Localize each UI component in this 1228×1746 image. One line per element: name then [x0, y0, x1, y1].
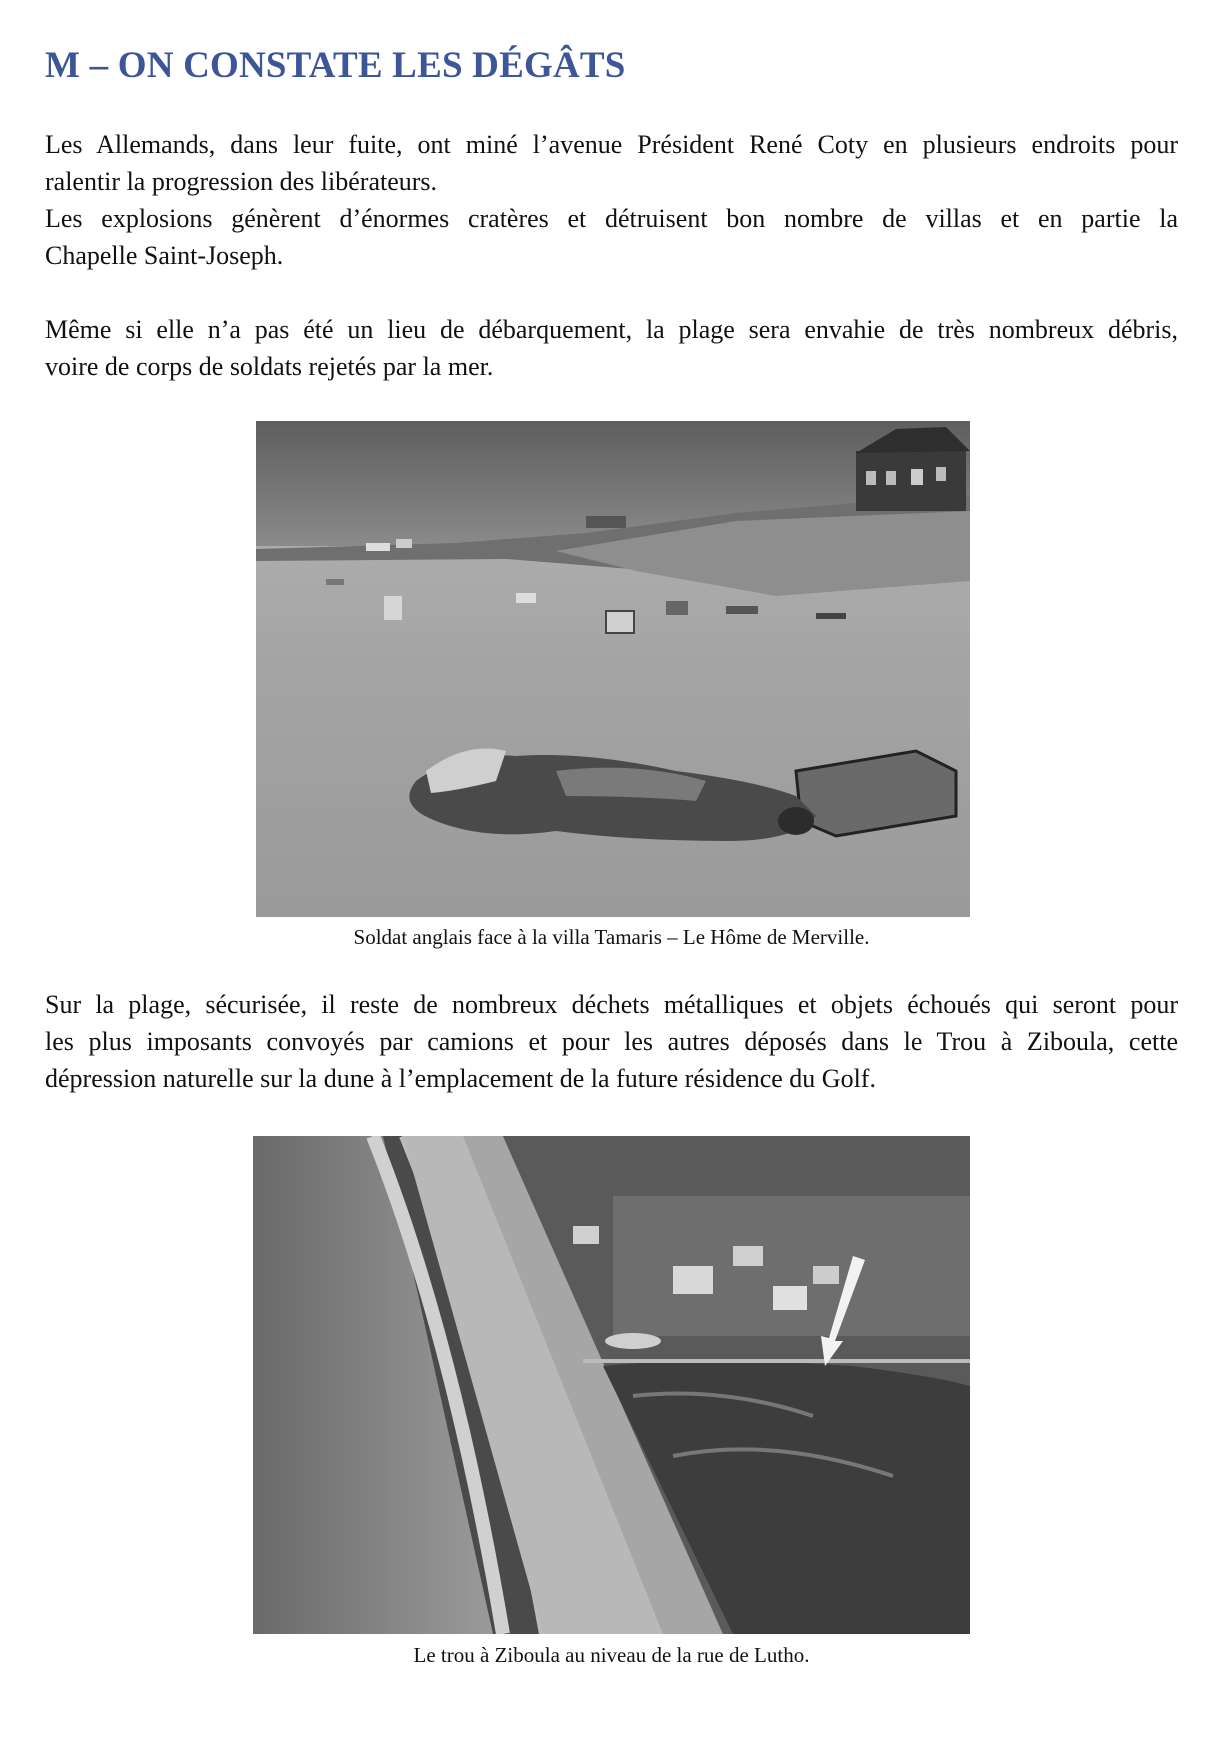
- paragraph-line: Sur la plage, sécurisée, il reste de nombreux déchets métalliques et objets échoués qui seront pour: [45, 990, 1178, 1019]
- paragraph-line: Même si elle n’a pas été un lieu de débarquement, la plage sera envahie de très nombreux débris,: [45, 315, 1178, 344]
- paragraph-line: dépression naturelle sur la dune à l’emplacement de la future résidence du Golf.: [45, 1064, 876, 1093]
- aerial-photo: [253, 1136, 970, 1634]
- figure-1-caption: Soldat anglais face à la villa Tamaris – Le Hôme de Merville.: [353, 925, 870, 949]
- paragraph-1: [45, 126, 1178, 274]
- paragraph-2: [45, 311, 1178, 385]
- beach-soldier-photo: [256, 421, 970, 917]
- paragraph-line: Chapelle Saint-Joseph.: [45, 241, 284, 270]
- figure-2-caption: Le trou à Ziboula au niveau de la rue de Lutho.: [413, 1643, 810, 1667]
- paragraph-3: [45, 986, 1178, 1097]
- paragraph-line: voire de corps de soldats rejetés par la mer.: [45, 352, 494, 381]
- paragraph-line: ralentir la progression des libérateurs.: [45, 167, 438, 196]
- paragraph-line: les plus imposants convoyés par camions et pour les autres déposés dans le Trou à Ziboula, cette: [45, 1027, 1178, 1056]
- page-title: M – ON CONSTATE LES DÉGÂTS: [45, 45, 626, 86]
- paragraph-line: Les Allemands, dans leur fuite, ont miné l’avenue Président René Coty en plusieurs endroits pour: [45, 130, 1178, 159]
- paragraph-line: Les explosions génèrent d’énormes cratères et détruisent bon nombre de villas et en partie la: [45, 204, 1178, 233]
